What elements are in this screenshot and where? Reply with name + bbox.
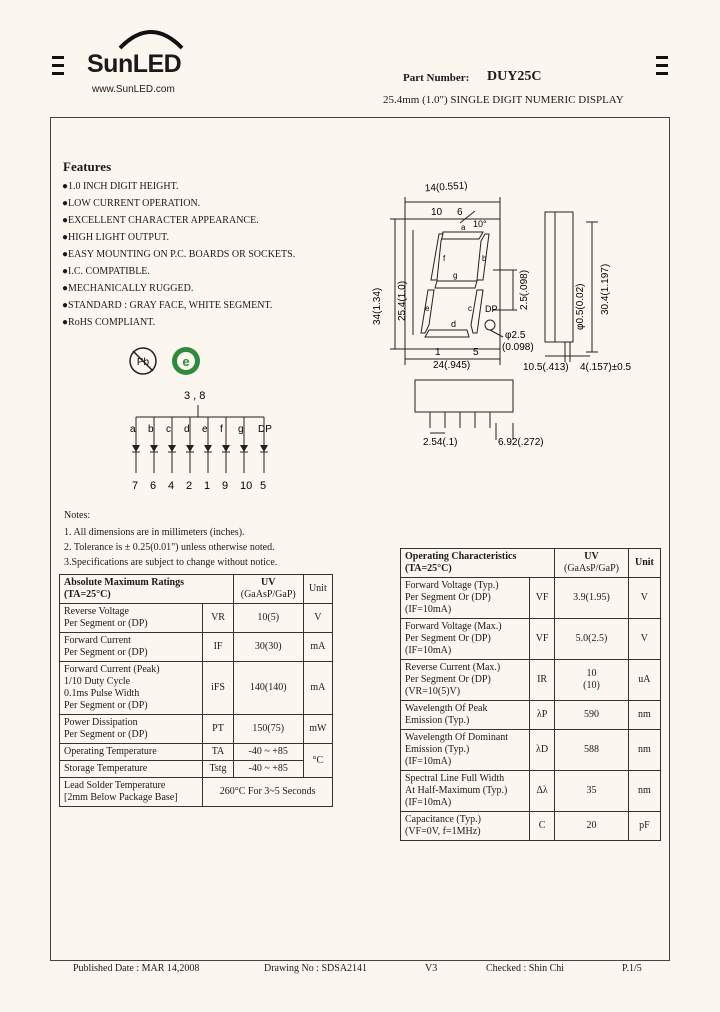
- abs-max-table: [59, 574, 333, 807]
- dim-top-width: 14(0.551): [424, 180, 468, 195]
- unit-cell: uA: [628, 660, 660, 701]
- param-cell: Forward Voltage (Typ.) Per Segment Or (DP) (IF=10mA): [401, 578, 530, 619]
- diode-icon: [222, 445, 230, 452]
- val-cell: 10 (10): [555, 660, 629, 701]
- param-cell: Capacitance (Typ.) (VF=0V, f=1MHz): [401, 812, 530, 841]
- drawing-number: Drawing No : SDSA2141: [264, 963, 368, 974]
- dim-dp-dia-in: (0.098): [502, 342, 534, 353]
- features-list: [62, 178, 295, 331]
- dim-lead-len: 4(.157)±0.5: [580, 362, 632, 373]
- val-cell: 590: [555, 701, 629, 730]
- unit-cell: °C: [303, 744, 332, 778]
- param-cell: Reverse Voltage Per Segment or (DP): [60, 604, 203, 633]
- value-cell: 260°C For 3~5 Seconds: [203, 778, 333, 807]
- param-cell: Reverse Current (Max.) Per Segment Or (DP) (VR=10(5)V): [401, 660, 530, 701]
- circuit-segment-label: d: [184, 424, 190, 435]
- unit-cell: mW: [303, 715, 332, 744]
- sym-cell: Δλ: [530, 771, 555, 812]
- param-cell: Power Dissipation Per Segment or (DP): [60, 715, 203, 744]
- diode-icon: [260, 445, 268, 452]
- dim-pitch: 2.54(.1): [423, 437, 458, 448]
- sym-cell: IR: [530, 660, 555, 701]
- feature-item: ●EASY MOUNTING ON P.C. BOARDS OR SOCKETS.: [62, 249, 296, 260]
- seg-c-label: c: [468, 304, 472, 313]
- circuit-pin-number: 1: [204, 480, 211, 492]
- pb-text: Pb: [136, 357, 150, 368]
- logo-wordmark: SunLED: [87, 50, 182, 78]
- dim-seg-width: 2.5(.098): [519, 269, 530, 310]
- table-row: [60, 604, 333, 633]
- table-row: [401, 660, 661, 701]
- dim-angle: 10°: [473, 219, 487, 229]
- circuit-segment-label: a: [130, 424, 136, 435]
- param-cell: Wavelength Of Peak Emission (Typ.): [401, 701, 530, 730]
- pin-view-drawing: [410, 378, 580, 450]
- seg-d-label: d: [451, 319, 457, 329]
- segment-f-shape: [431, 234, 443, 280]
- side-view-drawing: [520, 210, 670, 380]
- table-row: [401, 619, 661, 660]
- param-cell: Lead Solder Temperature [2mm Below Package Base]: [60, 778, 203, 807]
- circuit-pin-number: 2: [186, 480, 193, 492]
- unit-cell: nm: [628, 730, 660, 771]
- diode-icon: [132, 445, 140, 452]
- checked-by: Checked : Shin Chi: [486, 963, 565, 974]
- seg-e-label: e: [425, 304, 430, 313]
- brand-url[interactable]: www.SunLED.com: [92, 84, 175, 95]
- sym-cell: iFS: [203, 662, 234, 715]
- diode-icon: [168, 445, 176, 452]
- val-cell: 20: [555, 812, 629, 841]
- diode-icon: [150, 445, 158, 452]
- sym-cell: C: [530, 812, 555, 841]
- param-cell: Spectral Line Full Width At Half-Maximum (Typ.) (IF=10mA): [401, 771, 530, 812]
- pin-view-body: [415, 380, 513, 412]
- features-title: Features: [63, 159, 112, 174]
- circuit-pin-number: 9: [222, 480, 229, 492]
- unit-cell: nm: [628, 771, 660, 812]
- circuit-pin-number: 5: [260, 480, 267, 492]
- op-char-header-uv: UV (GaAsP/GaP): [555, 549, 629, 578]
- circuit-segment-label: DP: [258, 424, 272, 435]
- feature-item: ●STANDARD : GRAY FACE, WHITE SEGMENT.: [62, 300, 273, 311]
- dp-label: DP: [485, 304, 498, 314]
- rohs-text: e: [182, 354, 190, 369]
- compliance-badges: [126, 345, 206, 379]
- dim-width: 24(.945): [433, 360, 471, 371]
- circuit-diagram: [118, 385, 283, 495]
- rohs-recycle-icon: [172, 347, 200, 375]
- seg-g-label: g: [453, 271, 458, 280]
- val-cell: 35: [555, 771, 629, 812]
- diode-icon: [204, 445, 212, 452]
- notes-list: [64, 525, 277, 570]
- table-row: [60, 778, 333, 807]
- sym-cell: λD: [530, 730, 555, 771]
- table-row: [60, 633, 333, 662]
- table-row: [60, 715, 333, 744]
- op-char-header-title: Operating Characteristics (TA=25°C): [401, 549, 555, 578]
- logo-swoosh: [116, 24, 186, 50]
- table-row: [401, 771, 661, 812]
- seg-b-label: b: [482, 254, 487, 263]
- dim-digit-height: 25.4(1.0): [397, 280, 408, 321]
- note-item: 1. All dimensions are in millimeters (inches).: [64, 527, 245, 538]
- dim-height: 34(1.34): [372, 287, 383, 325]
- feature-item: ●MECHANICALLY RUGGED.: [62, 283, 194, 294]
- dim-left-pin: 10: [431, 207, 443, 218]
- part-number-label: Part Number:: [403, 72, 470, 84]
- circuit-segment-label: b: [148, 424, 154, 435]
- sym-cell: Tstg: [203, 761, 234, 778]
- val-cell: 150(75): [233, 715, 303, 744]
- dim-pin-dia: φ0.5(0.02): [575, 283, 586, 330]
- param-cell: Forward Voltage (Max.) Per Segment Or (DP) (IF=10mA): [401, 619, 530, 660]
- unit-cell: V: [628, 619, 660, 660]
- segment-g-shape: [435, 281, 477, 288]
- sym-cell: PT: [203, 715, 234, 744]
- side-body: [545, 212, 573, 342]
- feature-item: ●EXCELLENT CHARACTER APPEARANCE.: [62, 215, 259, 226]
- abs-max-header-uv: UV (GaAsP/GaP): [233, 575, 303, 604]
- segment-a-shape: [441, 232, 483, 239]
- table-row: [401, 701, 661, 730]
- diode-icon: [240, 445, 248, 452]
- abs-max-header-unit: Unit: [303, 575, 332, 604]
- val-cell: -40 ~ +85: [233, 761, 303, 778]
- sym-cell: VR: [203, 604, 234, 633]
- feature-item: ●LOW CURRENT OPERATION.: [62, 198, 201, 209]
- logo-bars-right: [656, 56, 668, 80]
- val-cell: 140(140): [233, 662, 303, 715]
- circuit-segment-label: g: [238, 424, 244, 435]
- op-char-table: [400, 548, 661, 841]
- param-cell: Wavelength Of Dominant Emission (Typ.) (IF=10mA): [401, 730, 530, 771]
- circuit-pin-number: 7: [132, 480, 139, 492]
- part-number: DUY25C: [487, 69, 542, 84]
- circuit-segment-label: e: [202, 424, 208, 435]
- pb-free-icon: [130, 348, 156, 374]
- table-row: [401, 578, 661, 619]
- feature-item: ●RoHS COMPLIANT.: [62, 317, 156, 328]
- diode-icon: [186, 445, 194, 452]
- unit-cell: nm: [628, 701, 660, 730]
- abs-max-header-title: Absolute Maximum Ratings (TA=25°C): [60, 575, 234, 604]
- val-cell: 3.9(1.95): [555, 578, 629, 619]
- dim-depth: 10.5(.413): [523, 362, 569, 373]
- circuit-pin-number: 6: [150, 480, 157, 492]
- note-item: 3.Specifications are subject to change without notice.: [64, 557, 278, 568]
- page-number: P.1/5: [622, 963, 642, 974]
- feature-item: ●1.0 INCH DIGIT HEIGHT.: [62, 181, 179, 192]
- bottom-right-pin: 5: [473, 347, 479, 358]
- logo-bars-left: [52, 56, 64, 80]
- table-row: [401, 730, 661, 771]
- seg-f-label: f: [443, 254, 446, 263]
- param-cell: Forward Current Per Segment or (DP): [60, 633, 203, 662]
- param-cell: Forward Current (Peak) 1/10 Duty Cycle 0.1ms Pulse Width Per Segment or (DP): [60, 662, 203, 715]
- circuit-segment-label: c: [166, 424, 171, 435]
- circuit-pin-number: 4: [168, 480, 175, 492]
- sym-cell: IF: [203, 633, 234, 662]
- unit-cell: mA: [303, 662, 332, 715]
- val-cell: 10(5): [233, 604, 303, 633]
- segment-d-shape: [425, 330, 469, 337]
- unit-cell: mA: [303, 633, 332, 662]
- sym-cell: VF: [530, 619, 555, 660]
- val-cell: 30(30): [233, 633, 303, 662]
- dim-side-height: 30.4(1.197): [600, 263, 611, 315]
- op-char-header-unit: Unit: [628, 549, 660, 578]
- table-row: [60, 761, 333, 778]
- table-row: [401, 812, 661, 841]
- note-item: 2. Tolerance is ± 0.25(0.01") unless otherwise noted.: [64, 542, 275, 553]
- circuit-segment-label: f: [220, 424, 223, 435]
- published-date: Published Date : MAR 14,2008: [73, 963, 200, 974]
- common-pins: 3 , 8: [184, 390, 206, 402]
- param-cell: Storage Temperature: [60, 761, 203, 778]
- seg-a-label: a: [461, 223, 466, 232]
- bottom-left-pin: 1: [435, 347, 441, 358]
- sym-cell: TA: [203, 744, 234, 761]
- dim-dp-dia: φ2.5: [505, 330, 526, 341]
- segment-c-shape: [471, 290, 483, 333]
- param-cell: Operating Temperature: [60, 744, 203, 761]
- table-row: [60, 744, 333, 761]
- val-cell: 5.0(2.5): [555, 619, 629, 660]
- feature-item: ●I.C. COMPATIBLE.: [62, 266, 150, 277]
- table-row: [60, 662, 333, 715]
- val-cell: -40 ~ +85: [233, 744, 303, 761]
- val-cell: 588: [555, 730, 629, 771]
- sym-cell: VF: [530, 578, 555, 619]
- dim-right-pin: 6: [457, 207, 463, 218]
- unit-cell: pF: [628, 812, 660, 841]
- dim-pin-span: 6.92(.272): [498, 437, 544, 448]
- unit-cell: V: [303, 604, 332, 633]
- notes-title: Notes:: [64, 510, 91, 521]
- circuit-pin-number: 10: [240, 480, 253, 492]
- sym-cell: λP: [530, 701, 555, 730]
- unit-cell: V: [628, 578, 660, 619]
- product-description: 25.4mm (1.0") SINGLE DIGIT NUMERIC DISPLAY: [383, 94, 624, 106]
- feature-item: ●HIGH LIGHT OUTPUT.: [62, 232, 170, 243]
- version: V3: [425, 963, 438, 974]
